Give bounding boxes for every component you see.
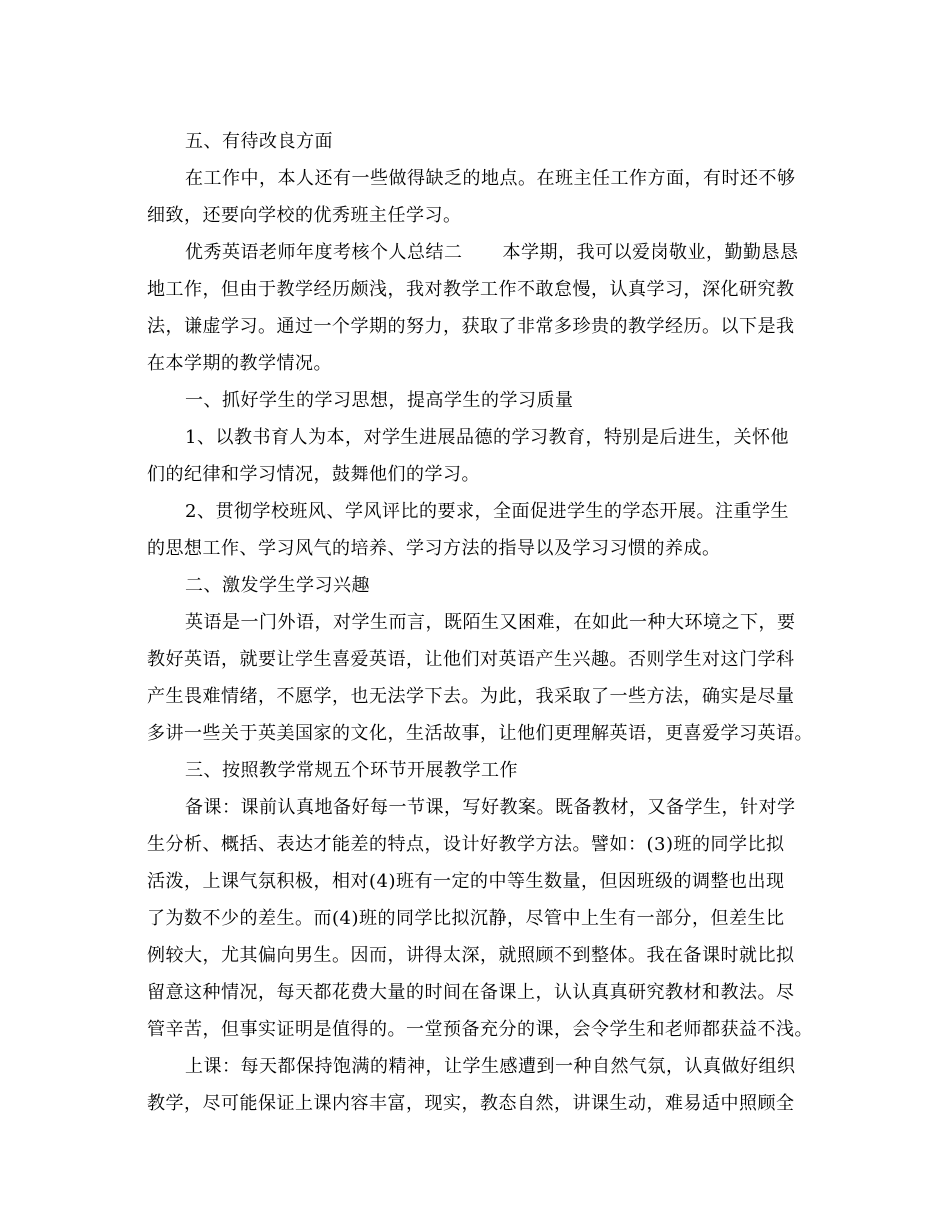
paragraph-line: 备课：课前认真地备好每一节课，写好教案。既备教材，又备学生，针对学 xyxy=(185,797,796,818)
paragraph-line: 们的纪律和学习情况，鼓舞他们的学习。 xyxy=(147,464,480,485)
section-heading-1: 一、抓好学生的学习思想，提高学生的学习质量 xyxy=(185,390,574,411)
document-subtitle: 优秀英语老师年度考核个人总结二 xyxy=(185,242,463,263)
paragraph-text: 本学期，我可以爱岗敬业，勤勤恳恳 xyxy=(502,242,799,263)
paragraph-line: 管辛苦，但事实证明是值得的。一堂预备充分的课，会令学生和老师都获益不浅。 xyxy=(147,1019,813,1040)
paragraph-line xyxy=(185,238,799,268)
paragraph-line: 留意这种情况，每天都花费大量的时间在备课上，认认真真研究教材和教法。尽 xyxy=(147,982,795,1003)
paragraph-line: 2、贯彻学校班风、学风评比的要求，全面促进学生的学态开展。注重学生 xyxy=(185,501,789,522)
paragraph-line: 英语是一门外语，对学生而言，既陌生又困难，在如此一种大环境之下，要 xyxy=(185,612,796,633)
section-heading-5: 五、有待改良方面 xyxy=(185,131,333,152)
paragraph-line: 多讲一些关于英美国家的文化，生活故事，让他们更理解英语，更喜爱学习英语。 xyxy=(147,723,813,744)
paragraph-line: 了为数不少的差生。而(4)班的同学比拟沉静，尽管中上生有一部分，但差生比 xyxy=(147,908,785,929)
paragraph-line: 在工作中，本人还有一些做得缺乏的地点。在班主任工作方面，有时还不够 xyxy=(185,168,796,189)
paragraph-line: 产生畏难情绪，不愿学，也无法学下去。为此，我采取了一些方法，确实是尽量 xyxy=(147,686,795,707)
paragraph-line: 法，谦虚学习。通过一个学期的努力，获取了非常多珍贵的教学经历。以下是我 xyxy=(147,316,795,337)
paragraph-line: 在本学期的教学情况。 xyxy=(147,353,332,374)
paragraph-line: 例较大，尤其偏向男生。因而，讲得太深，就照顾不到整体。我在备课时就比拟 xyxy=(147,945,795,966)
paragraph-line: 教学，尽可能保证上课内容丰富，现实，教态自然，讲课生动，难易适中照顾全 xyxy=(147,1093,795,1114)
paragraph-line: 的思想工作、学习风气的培养、学习方法的指导以及学习习惯的养成。 xyxy=(147,538,721,559)
paragraph-line: 教好英语，就要让学生喜爱英语，让他们对英语产生兴趣。否则学生对这门学科 xyxy=(147,649,795,670)
paragraph-line: 地工作，但由于教学经历颇浅，我对教学工作不敢怠慢，认真学习，深化研究教 xyxy=(147,279,795,300)
section-heading-2: 二、激发学生学习兴趣 xyxy=(185,575,370,596)
paragraph-line: 生分析、概括、表达才能差的特点，设计好教学方法。譬如：(3)班的同学比拟 xyxy=(147,834,785,855)
paragraph-line: 活泼，上课气氛积极，相对(4)班有一定的中等生数量，但因班级的调整也出现 xyxy=(147,871,785,892)
paragraph-line: 上课：每天都保持饱满的精神，让学生感遭到一种自然气氛，认真做好组织 xyxy=(185,1056,796,1077)
section-heading-3: 三、按照教学常规五个环节开展教学工作 xyxy=(185,760,518,781)
paragraph-line: 1、以教书育人为本，对学生进展品德的学习教育，特别是后进生，关怀他 xyxy=(185,427,789,448)
paragraph-line: 细致，还要向学校的优秀班主任学习。 xyxy=(147,205,462,226)
